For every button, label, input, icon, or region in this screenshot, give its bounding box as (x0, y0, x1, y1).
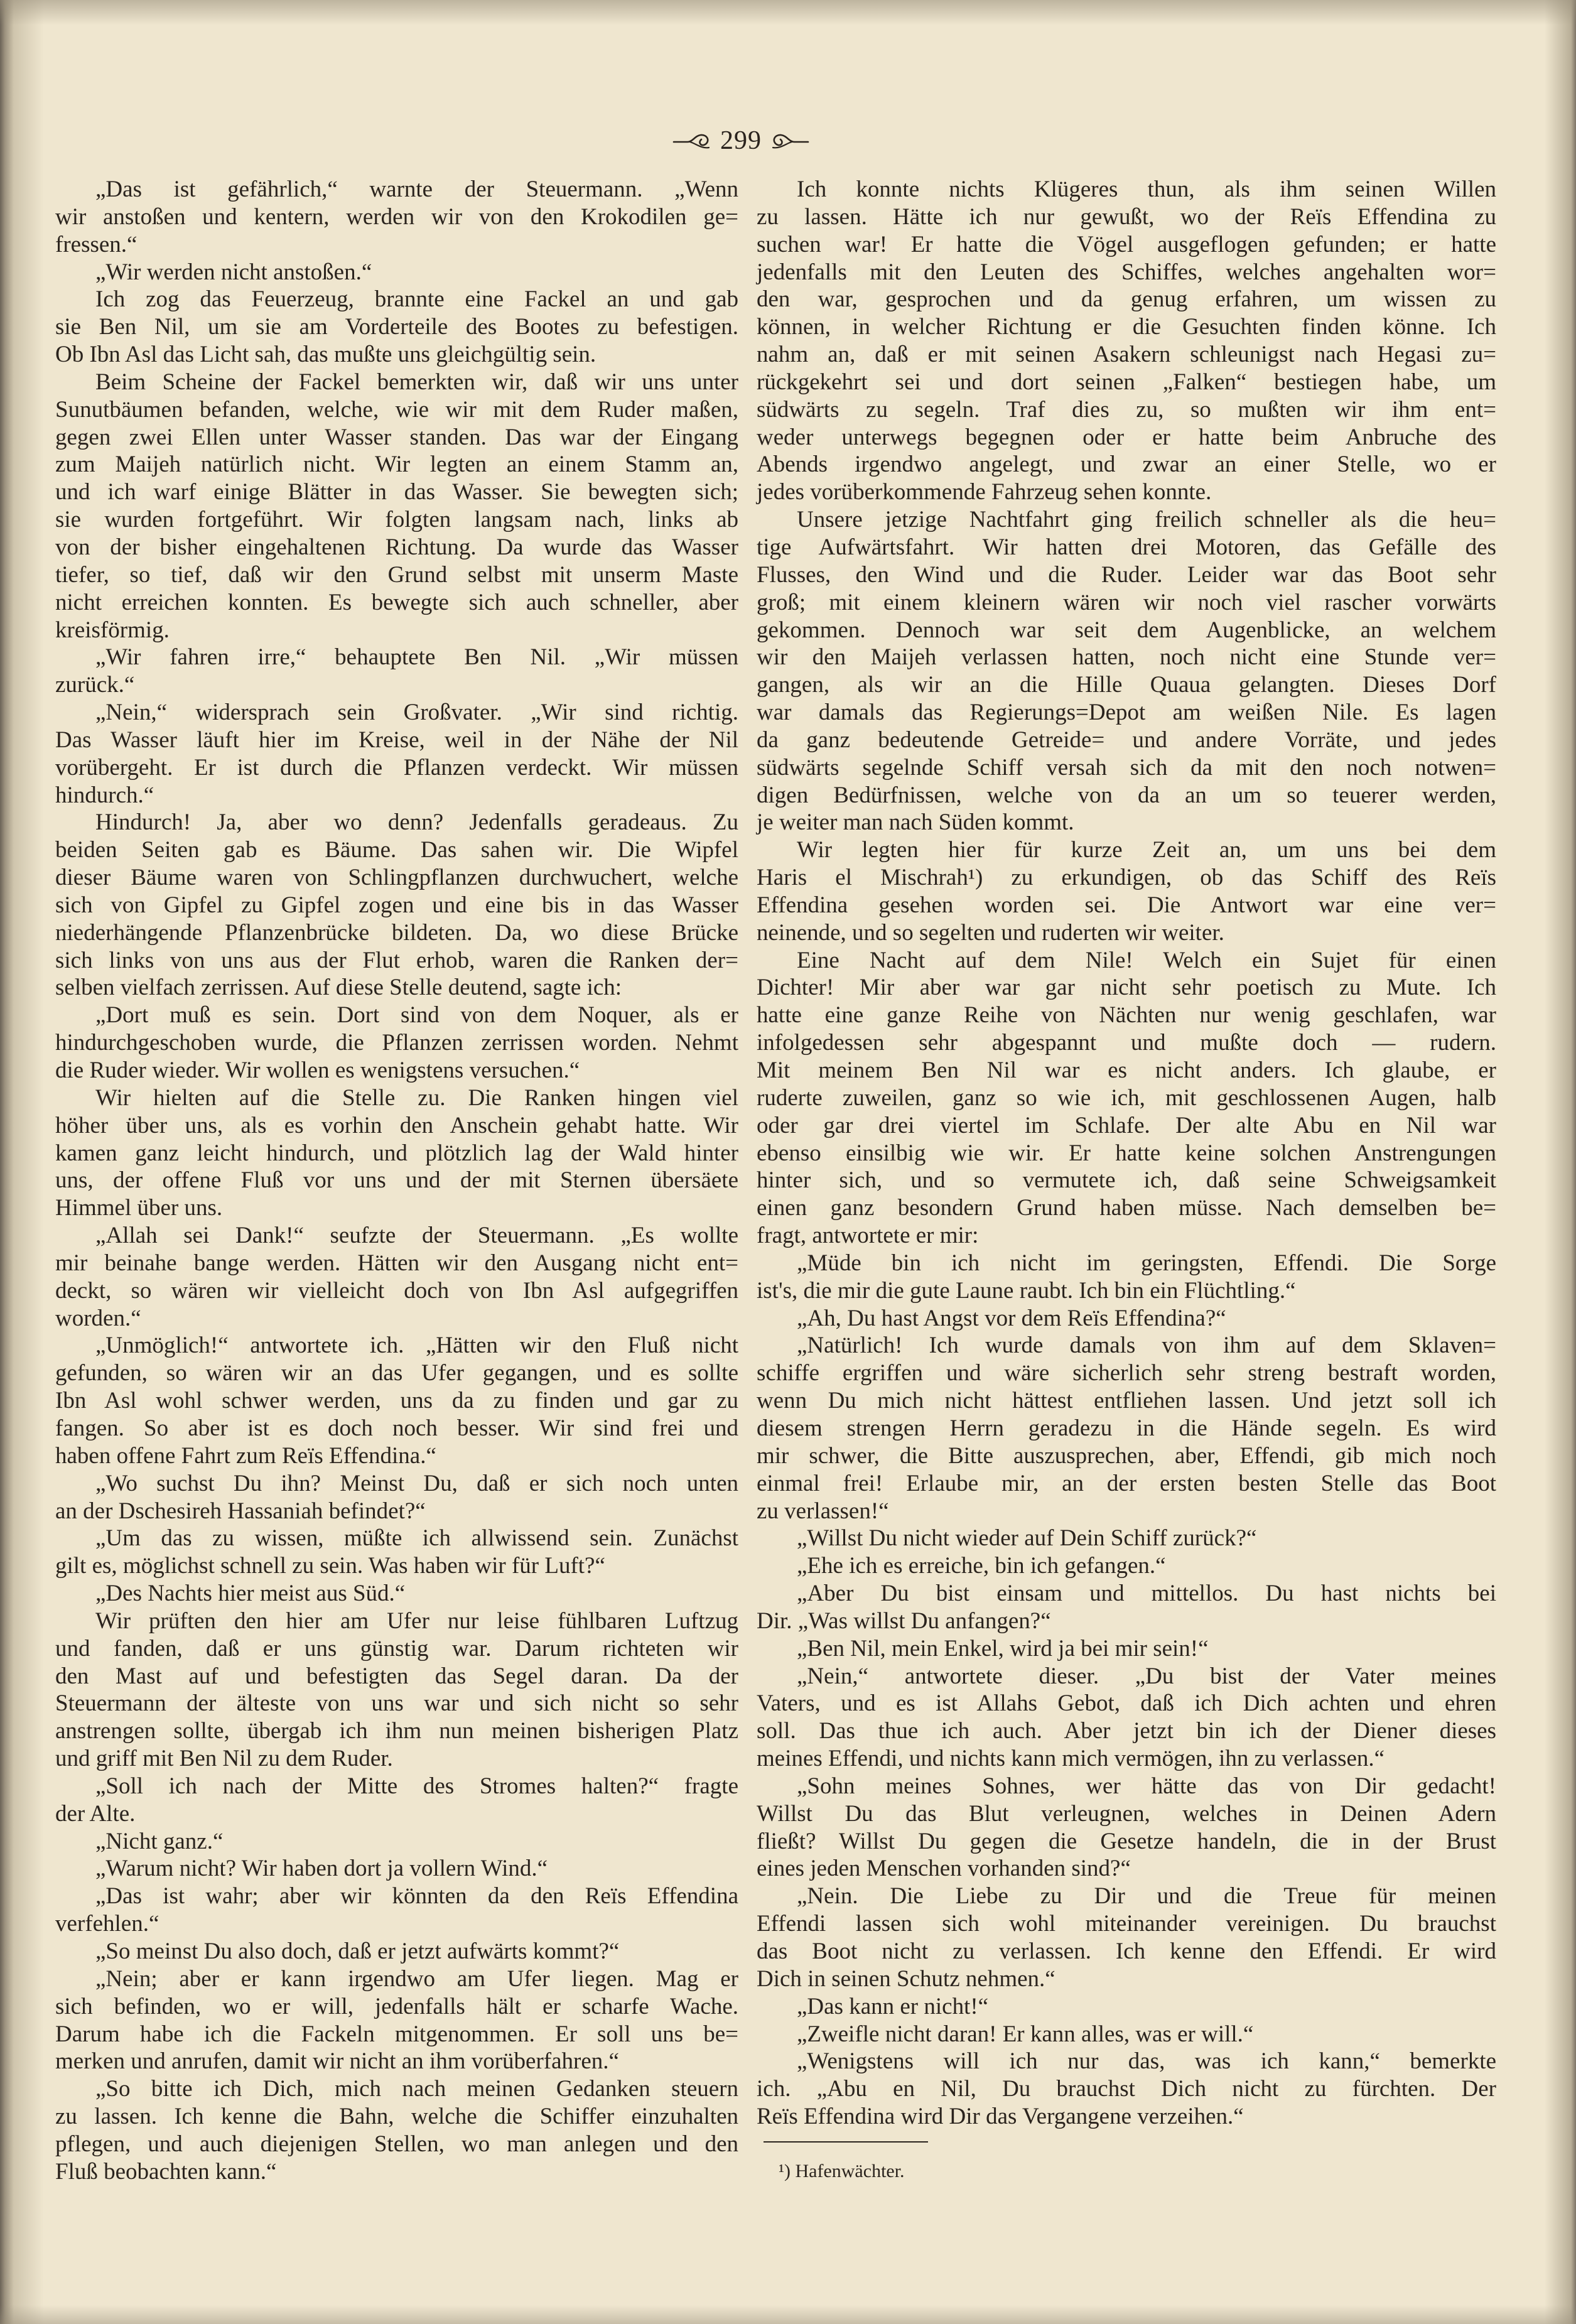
text-line: „So meinst Du also doch, daß er jetzt aufwärts kommt?“ (95, 1938, 620, 1964)
text-line: haben offene Fahrt zum Reïs Effendina.“ (55, 1442, 436, 1469)
text-line: kamen ganz leicht hindurch, und plötzlich lag der Wald hinter (55, 1140, 738, 1166)
text-line: Beim Scheine der Fackel bemerkten wir, daß wir uns unter (95, 369, 738, 395)
paragraph (757, 1305, 1496, 1332)
text-line: „Wenigstens will ich nur das, was ich kann,“ bemerkte (797, 2048, 1496, 2075)
paragraph (55, 286, 738, 369)
text-line: „So bitte ich Dich, mich nach meinen Gedanken steuern (95, 2076, 738, 2102)
text-line: „Nein; aber er kann irgendwo am Ufer liegen. Mag er (95, 1965, 738, 1992)
text-line: Steuermann der älteste von uns war und sich nicht so sehr (55, 1690, 738, 1717)
text-line: südwärts zu segeln. Traf dies zu, so mußten wir ihm ent= (757, 396, 1496, 423)
text-line: „Das ist wahr; aber wir könnten da den Reïs Effendina (95, 1883, 738, 1910)
text-line: rückgekehrt sei und dort seinen „Falken“ bestiegen habe, um (757, 369, 1496, 395)
text-line: „Müde bin ich nicht im geringsten, Effendi. Die Sorge (797, 1250, 1496, 1276)
text-line: fangen. So aber ist es doch noch besser. Wir sind frei und (55, 1415, 738, 1441)
text-line: war damals das Regierungs=Depot am weißen Nile. Es lagen (757, 700, 1496, 726)
text-line: zum Maijeh natürlich nicht. Wir legten an einem Stamm an, (55, 451, 738, 478)
text-line: neinende, und so segelten und ruderten wir weiter. (757, 919, 1224, 946)
text-line: worden.“ (55, 1305, 141, 1331)
text-line: fließt? Willst Du gegen die Gesetze handeln, die in der Brust (757, 1828, 1496, 1854)
text-line: „Unmöglich!“ antwortete ich. „Hätten wir den Fluß nicht (95, 1332, 738, 1359)
text-line: einen ganz besondern Grund haben müsse. Nach demselben be= (757, 1195, 1496, 1221)
text-line: „Nein,“ widersprach sein Großvater. „Wir sind richtig. (95, 700, 738, 726)
text-line: Dir. „Was willst Du anfangen?“ (757, 1608, 1051, 1634)
text-line: „Des Nachts hier meist aus Süd.“ (95, 1581, 406, 1607)
text-line: und fanden, daß er uns günstig war. Darum richteten wir (55, 1635, 738, 1662)
paragraph (55, 1965, 738, 2075)
text-line: jedes vorüberkommende Fahrzeug sehen konnte. (757, 479, 1212, 505)
text-line: Mit meinem Ben Nil war es nicht anders. Ich glaube, er (757, 1057, 1496, 1083)
text-line: nahm an, daß er mit seinen Asakern schleunigst nach Hegasi zu= (757, 342, 1496, 368)
paragraph (55, 1938, 738, 1965)
text-line: hindurchgeschoben wurde, die Pflanzen zerrissen worden. Nehmt (55, 1030, 738, 1056)
text-line: das Boot nicht zu verlassen. Ich kenne den Effendi. Er wird (757, 1938, 1496, 1964)
text-line: ruderte zuweilen, ganz so wie ich, mit geschlossenen Augen, halb (757, 1084, 1496, 1111)
paragraph (757, 1635, 1496, 1663)
paragraph (55, 1580, 738, 1608)
text-line: sie wurden fortgeführt. Wir folgten langsam nach, links ab (55, 507, 738, 533)
text-line: Dichter! Mir aber war gar nicht sehr poetisch zu Mute. Ich (757, 975, 1496, 1001)
footnote-rule (764, 2141, 928, 2143)
footnote-text: Hafenwächter. (795, 2161, 905, 2181)
text-line: „Ben Nil, mein Enkel, wird ja bei mir sein!“ (797, 1635, 1209, 1662)
paragraph (55, 1332, 738, 1469)
text-line: gangen, als wir an die Hille Quaua gelangten. Dieses Dorf (757, 672, 1496, 698)
text-line: Unsere jetzige Nachtfahrt ging freilich schneller als die heu= (797, 507, 1496, 533)
text-line: „Ehe ich es erreiche, bin ich gefangen.“ (797, 1553, 1166, 1579)
paragraph (55, 1222, 738, 1332)
text-line: „Ah, Du hast Angst vor dem Reïs Effendina?“ (797, 1305, 1226, 1331)
paragraph (757, 836, 1496, 946)
paragraph (757, 176, 1496, 506)
scan-shadow-bottom (0, 2305, 1576, 2324)
text-line: zurück.“ (55, 672, 135, 698)
paragraph (757, 1332, 1496, 1525)
text-line: diesem strengen Herrn geradezu in die Hände segeln. Es wird (757, 1415, 1496, 1441)
text-line: von der bisher eingehaltenen Richtung. Da wurde das Wasser (55, 534, 738, 560)
text-line: Flusses, den Wind und die Ruder. Leider war das Boot sehr (757, 561, 1496, 588)
text-line: „Aber Du bist einsam und mittellos. Du hast nichts bei (797, 1581, 1496, 1607)
paragraph (757, 1552, 1496, 1580)
text-line: vorübergeht. Er ist durch die Pflanzen verdeckt. Wir müssen (55, 754, 738, 781)
text-line: wenn Du mich nicht hättest entfliehen lassen. Und jetzt soll ich (757, 1388, 1496, 1414)
text-line: Vaters, und es ist Allahs Gebot, daß ich Dich achten und ehren (757, 1690, 1496, 1717)
text-line: fragt, antwortete er mir: (757, 1223, 979, 1249)
text-line: Darum habe ich die Fackeln mitgenommen. Er soll uns be= (55, 2021, 738, 2047)
text-line: Abends irgendwo angelegt, und zwar an einer Stelle, wo er (757, 451, 1496, 478)
text-line: oder gar drei viertel im Schlafe. Der alte Abu en Nil war (757, 1112, 1496, 1138)
paragraph (55, 809, 738, 1002)
text-line: können, in welcher Richtung er die Gesuchten finden könne. Ich (757, 314, 1496, 340)
text-line: Willst Du das Blut verleugnen, welches in Deinen Adern (757, 1800, 1496, 1827)
paragraph (55, 1470, 738, 1525)
scan-shadow-right (1545, 0, 1576, 2324)
text-line: „Um das zu wissen, müßte ich allwissend sein. Zunächst (95, 1525, 738, 1552)
text-line: Reïs Effendina wird Dir das Vergangene verzeihen.“ (757, 2104, 1244, 2130)
paragraph (55, 1608, 738, 1773)
text-line: zu verlassen!“ (757, 1498, 889, 1524)
text-line: der Alte. (55, 1800, 136, 1827)
paragraph (55, 2075, 738, 2185)
text-line: Ich zog das Feuerzeug, brannte eine Fackel an und gab (95, 286, 738, 313)
text-line: verfehlen.“ (55, 1911, 159, 1937)
text-line: tige Aufwärtsfahrt. Wir hatten drei Motoren, das Gefälle des (757, 534, 1496, 560)
scan-shadow-top (0, 0, 1576, 25)
text-line: den Mast auf und befestigten das Segel daran. Da der (55, 1663, 738, 1689)
text-line: sie Ben Nil, um sie am Vorderteile des Bootes zu befestigen. (55, 314, 738, 340)
paragraph (757, 2048, 1496, 2131)
text-line: „Zweifle nicht daran! Er kann alles, was er will.“ (797, 2021, 1254, 2047)
text-line: Ob Ibn Asl das Licht sah, das mußte uns gleichgültig sein. (55, 342, 596, 368)
text-line: Wir prüften den hier am Ufer nur leise fühlbaren Luftzug (95, 1608, 738, 1634)
text-line: niederhängende Pflanzenbrücke bildeten. Da, wo diese Brücke (55, 919, 738, 946)
text-line: Wir legten hier für kurze Zeit an, um uns bei dem (797, 837, 1496, 863)
text-line: gilt es, möglichst schnell zu sein. Was haben wir für Luft?“ (55, 1553, 605, 1579)
text-line: da ganz bedeutende Getreide= und andere Vorräte, und jedes (757, 727, 1496, 753)
text-line: uns, der offene Fluß vor uns und der mit Sternen übersäete (55, 1167, 738, 1194)
text-line: „Nein,“ antwortete dieser. „Du bist der Vater meines (797, 1663, 1496, 1689)
text-line: „Soll ich nach der Mitte des Stromes halten?“ fragte (95, 1773, 738, 1799)
text-line: „Das kann er nicht!“ (797, 1993, 989, 2019)
paragraph (757, 1250, 1496, 1305)
footnote (779, 2158, 905, 2185)
text-line: Das Wasser läuft hier im Kreise, weil in der Nähe der Nil (55, 727, 738, 753)
text-line: Eine Nacht auf dem Nile! Welch ein Sujet für einen (797, 947, 1496, 973)
text-line: „Nicht ganz.“ (95, 1828, 224, 1854)
text-line: infolgedessen sehr abgespannt und mußte doch — rudern. (757, 1030, 1496, 1056)
text-line: tiefer, so tief, daß wir den Grund selbst mit unserm Maste (55, 561, 738, 588)
text-line: gegen zwei Ellen unter Wasser standen. Das war der Eingang (55, 424, 738, 450)
text-line: sich von Gipfel zu Gipfel zogen und eine bis in das Wasser (55, 892, 738, 918)
text-line: „Nein. Die Liebe zu Dir und die Treue für meinen (797, 1883, 1496, 1910)
text-line: deckt, so wären wir vielleicht doch von Ibn Asl aufgegriffen (55, 1277, 738, 1304)
text-line: gekommen. Dennoch war seit dem Augenblicke, an welchem (757, 617, 1496, 643)
right-flourish-ornament-icon (768, 130, 809, 151)
paragraph (55, 369, 738, 644)
footnote-marker: ¹) (779, 2161, 791, 2181)
text-line: „Natürlich! Ich wurde damals von ihm auf dem Sklaven= (797, 1332, 1496, 1359)
right-column (757, 176, 1496, 2131)
text-line: wir den Maijeh verlassen hatten, noch nicht eine Stunde ver= (757, 644, 1496, 671)
text-line: ich. „Abu en Nil, Du brauchst Dich nicht zu fürchten. Der (757, 2076, 1496, 2102)
paragraph (55, 176, 738, 259)
text-line: merken und anrufen, damit wir nicht an ihm vorüberfahren.“ (55, 2048, 619, 2075)
text-line: gefunden, so wären wir an das Ufer gegangen, und es sollte (55, 1360, 738, 1386)
left-flourish-ornament-icon (672, 130, 714, 151)
text-line: „Warum nicht? Wir haben dort ja vollern Wind.“ (95, 1856, 548, 1882)
text-line: Fluß beobachten kann.“ (55, 2158, 277, 2185)
paragraph (55, 1828, 738, 1856)
text-line: pflegen, und auch diejenigen Stellen, wo man anlegen und den (55, 2131, 738, 2157)
text-line: jedenfalls mit den Leuten des Schiffes, welches angehalten wor= (757, 259, 1496, 285)
text-line: je weiter man nach Süden kommt. (757, 809, 1074, 836)
paragraph (757, 506, 1496, 836)
text-line: Ich konnte nichts Klügeres thun, als ihm seinen Willen (797, 176, 1496, 202)
text-line: „Sohn meines Sohnes, wer hätte das von Dir gedacht! (797, 1773, 1496, 1799)
text-line: und ich warf einige Blätter in das Wasser. Sie bewegten sich; (55, 479, 738, 505)
text-line: digen Bedürfnissen, welche von da an um so teuerer werden, (757, 782, 1496, 808)
paragraph (757, 1993, 1496, 2021)
paragraph (757, 1525, 1496, 1552)
paragraph (55, 259, 738, 286)
text-line: hindurch.“ (55, 782, 154, 808)
text-line: mir schwer, die Bitte auszusprechen, aber, Effendi, gib mich noch (757, 1442, 1496, 1469)
text-line: sich befinden, wo er will, jedenfalls hält er scharfe Wache. (55, 1993, 738, 2019)
paragraph (55, 1883, 738, 1938)
paragraph (55, 1084, 738, 1222)
text-line: selben vielfach zerrissen. Auf diese Stelle deutend, sagte ich: (55, 975, 622, 1001)
text-line: ebenso einsilbig wie wir. Er hatte keine solchen Anstrengungen (757, 1140, 1496, 1166)
left-column (55, 176, 738, 2186)
text-line: die Ruder wieder. Wir wollen es wenigstens versuchen.“ (55, 1057, 580, 1083)
paragraph (55, 1525, 738, 1580)
text-line: Effendina gesehen worden sei. Die Antwort war eine ver= (757, 892, 1496, 918)
paragraph (757, 2021, 1496, 2048)
text-line: wir anstoßen und kentern, werden wir von den Krokodilen ge= (55, 203, 738, 230)
text-line: „Wir werden nicht anstoßen.“ (95, 259, 372, 285)
paragraph (757, 947, 1496, 1250)
text-line: und griff mit Ben Nil zu dem Ruder. (55, 1746, 393, 1772)
paragraph (55, 1855, 738, 1883)
text-line: meines Effendi, und nichts kann mich vermögen, ihn zu verlassen.“ (757, 1746, 1385, 1772)
text-line: „Wo suchst Du ihn? Meinst Du, daß er sich noch unten (95, 1470, 738, 1496)
text-line: hatte eine ganze Reihe von Nächten nur wenig geschlafen, war (757, 1002, 1496, 1029)
text-line: groß; mit einem kleinern wären wir noch viel rascher vorwärts (757, 589, 1496, 615)
text-line: weder unterwegs begegnen oder er hatte beim Anbruche des (757, 424, 1496, 450)
text-line: „Dort muß es sein. Dort sind von dem Noquer, als er (95, 1002, 738, 1029)
text-line: höher über uns, als es vorhin den Anschein gehabt hatte. Wir (55, 1112, 738, 1138)
page-number: 299 (720, 126, 762, 155)
text-line: „Willst Du nicht wieder auf Dein Schiff zurück?“ (797, 1525, 1257, 1552)
text-line: Dich in seinen Schutz nehmen.“ (757, 1965, 1055, 1992)
text-line: ist's, die mir die gute Laune raubt. Ich bin ein Flüchtling.“ (757, 1277, 1296, 1304)
paragraph (55, 1773, 738, 1828)
text-line: den war, gesprochen und da genug erfahren, um wissen zu (757, 286, 1496, 313)
text-line: schiffe ergriffen und wäre sicherlich sehr streng bestraft worden, (757, 1360, 1496, 1386)
page-header (647, 123, 835, 158)
text-line: soll. Das thue ich auch. Aber jetzt bin ich der Diener dieses (757, 1718, 1496, 1744)
text-line: eines jeden Menschen vorhanden sind?“ (757, 1856, 1131, 1882)
text-line: kreisförmig. (55, 617, 170, 643)
text-line: Sunutbäumen befanden, welche, wie wir mit dem Ruder maßen, (55, 396, 738, 423)
text-line: fressen.“ (55, 231, 138, 257)
paragraph (55, 1002, 738, 1084)
paragraph (55, 699, 738, 809)
text-line: anstrengen sollte, übergab ich ihm nun meinen bisherigen Platz (55, 1718, 738, 1744)
text-line: dieser Bäume waren von Schlingpflanzen durchwuchert, welche (55, 865, 738, 891)
text-line: an der Dschesireh Hassaniah befindet?“ (55, 1498, 426, 1524)
text-line: suchen war! Er hatte die Vögel ausgeflogen gefunden; er hatte (757, 231, 1496, 257)
paragraph (757, 1663, 1496, 1773)
text-line: hinter sich, und so vermutete ich, daß seine Schweigsamkeit (757, 1167, 1496, 1194)
text-line: Effendi lassen sich wohl miteinander vereinigen. Du brauchst (757, 1911, 1496, 1937)
paragraph (757, 1883, 1496, 1992)
text-line: „Wir fahren irre,“ behauptete Ben Nil. „Wir müssen (95, 644, 738, 671)
text-line: Ibn Asl wohl schwer werden, uns da zu finden und gar zu (55, 1388, 738, 1414)
text-line: zu lassen. Hätte ich nur gewußt, wo der Reïs Effendina zu (757, 203, 1496, 230)
text-line: nicht erreichen konnten. Es bewegte sich auch schneller, aber (55, 589, 738, 615)
paragraph (55, 644, 738, 699)
text-line: Himmel über uns. (55, 1195, 223, 1221)
scan-shadow-left (0, 0, 44, 2324)
text-line: Wir hielten auf die Stelle zu. Die Ranken hingen viel (95, 1084, 738, 1111)
paragraph (757, 1773, 1496, 1883)
text-line: beiden Seiten gab es Bäume. Das sahen wir. Die Wipfel (55, 837, 738, 863)
text-line: „Das ist gefährlich,“ warnte der Steuermann. „Wenn (95, 176, 738, 202)
text-line: einmal frei! Erlaube mir, an der ersten besten Stelle das Boot (757, 1470, 1496, 1496)
text-line: sich links von uns aus der Flut erhob, waren die Ranken der= (55, 947, 738, 973)
text-line: zu lassen. Ich kenne die Bahn, welche die Schiffer einzuhalten (55, 2104, 738, 2130)
text-line: Hindurch! Ja, aber wo denn? Jedenfalls geradeaus. Zu (95, 809, 738, 836)
paragraph (757, 1580, 1496, 1635)
text-line: „Allah sei Dank!“ seufzte der Steuermann. „Es wollte (95, 1223, 738, 1249)
text-line: südwärts segelnde Schiff versah sich da mit den noch notwen= (757, 754, 1496, 781)
text-line: Haris el Mischrah¹) zu erkundigen, ob das Schiff des Reïs (757, 865, 1496, 891)
text-line: mir beinahe bange werden. Hätten wir den Ausgang nicht ent= (55, 1250, 738, 1276)
